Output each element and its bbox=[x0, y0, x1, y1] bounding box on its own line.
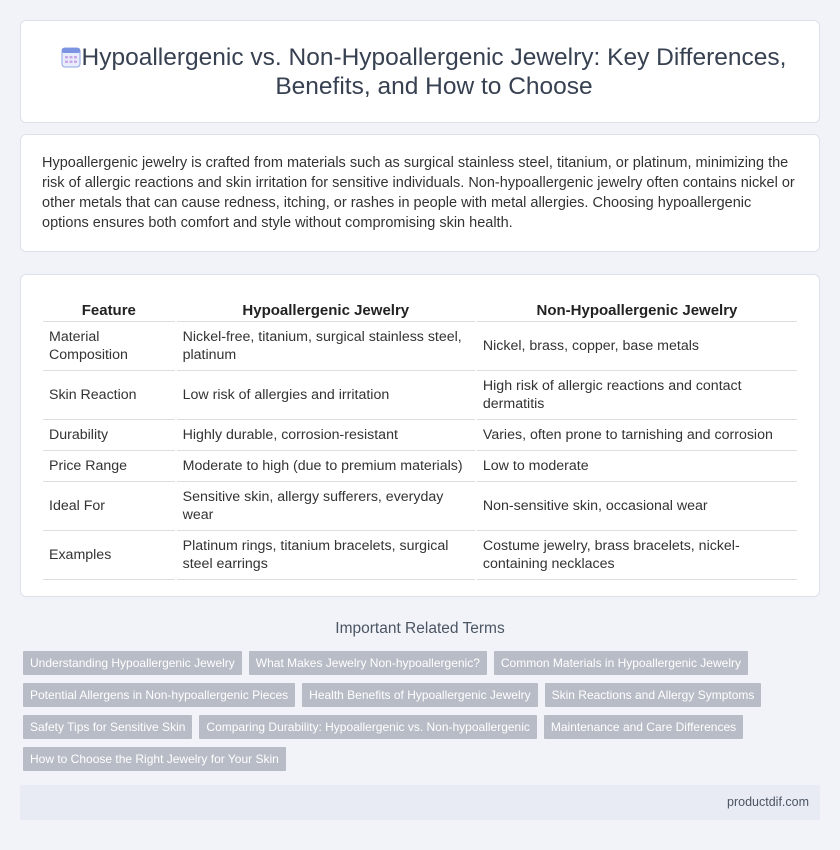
related-terms-heading: Important Related Terms bbox=[335, 620, 505, 637]
table-cell: Price Range bbox=[43, 451, 175, 482]
calendar-icon bbox=[61, 46, 81, 68]
table-row bbox=[43, 322, 797, 371]
comparison-card bbox=[20, 274, 820, 597]
related-term-tag[interactable]: Potential Allergens in Non-hypoallergenic Pieces bbox=[23, 683, 295, 707]
page-title: Hypoallergenic vs. Non-Hypoallergenic Jewelry: Key Differences, Benefits, and How to Choose bbox=[81, 43, 787, 100]
intro-card bbox=[20, 134, 820, 252]
table-cell: Highly durable, corrosion-resistant bbox=[177, 420, 475, 451]
footer-bar bbox=[20, 785, 820, 820]
related-term-tag[interactable]: Safety Tips for Sensitive Skin bbox=[23, 715, 192, 739]
related-term-tag[interactable]: What Makes Jewelry Non-hypoallergenic? bbox=[249, 651, 487, 675]
related-term-tag[interactable]: Understanding Hypoallergenic Jewelry bbox=[23, 651, 242, 675]
table-cell: Examples bbox=[43, 531, 175, 580]
table-cell: Durability bbox=[43, 420, 175, 451]
table-cell: Costume jewelry, brass bracelets, nickel-containing necklaces bbox=[477, 531, 797, 580]
column-header-non-hypoallergenic: Non-Hypoallergenic Jewelry bbox=[477, 295, 797, 322]
table-cell: Nickel, brass, copper, base metals bbox=[477, 322, 797, 371]
table-cell: Material Composition bbox=[43, 322, 175, 371]
related-term-tag[interactable]: Common Materials in Hypoallergenic Jewelry bbox=[494, 651, 748, 675]
header-card bbox=[20, 20, 820, 123]
related-term-tag[interactable]: How to Choose the Right Jewelry for Your Skin bbox=[23, 747, 286, 771]
comparison-table bbox=[41, 295, 799, 580]
table-cell: Sensitive skin, allergy sufferers, everyday wear bbox=[177, 482, 475, 531]
table-cell: Nickel-free, titanium, surgical stainless steel, platinum bbox=[177, 322, 475, 371]
table-cell: Skin Reaction bbox=[43, 371, 175, 420]
intro-paragraph: Hypoallergenic jewelry is crafted from materials such as surgical stainless steel, titanium, or platinum, minimizing the risk of allergic reactions and skin irritation for sensitive individuals. Non-hypoallergenic jewelry often contains nickel or other metals that can cause redness, itching, or rashes in people with metal allergies. Choosing hypoallergenic options ensures both comfort and style without compromising skin health. bbox=[42, 155, 795, 231]
table-row bbox=[43, 451, 797, 482]
related-term-tag[interactable]: Maintenance and Care Differences bbox=[544, 715, 743, 739]
column-header-hypoallergenic: Hypoallergenic Jewelry bbox=[177, 295, 475, 322]
related-term-tag[interactable]: Health Benefits of Hypoallergenic Jewelry bbox=[302, 683, 537, 707]
table-row bbox=[43, 371, 797, 420]
related-terms-list bbox=[23, 651, 813, 771]
table-cell: High risk of allergic reactions and contact dermatitis bbox=[477, 371, 797, 420]
table-cell: Moderate to high (due to premium materials) bbox=[177, 451, 475, 482]
table-row bbox=[43, 420, 797, 451]
table-header-row bbox=[43, 295, 797, 322]
table-cell: Low risk of allergies and irritation bbox=[177, 371, 475, 420]
table-row bbox=[43, 482, 797, 531]
column-header-feature: Feature bbox=[43, 295, 175, 322]
related-term-tag[interactable]: Skin Reactions and Allergy Symptoms bbox=[545, 683, 762, 707]
table-cell: Varies, often prone to tarnishing and corrosion bbox=[477, 420, 797, 451]
table-cell: Platinum rings, titanium bracelets, surgical steel earrings bbox=[177, 531, 475, 580]
table-row bbox=[43, 531, 797, 580]
table-cell: Non-sensitive skin, occasional wear bbox=[477, 482, 797, 531]
table-cell: Ideal For bbox=[43, 482, 175, 531]
site-brand[interactable]: productdif.com bbox=[727, 795, 809, 809]
related-term-tag[interactable]: Comparing Durability: Hypoallergenic vs. Non-hypoallergenic bbox=[199, 715, 536, 739]
table-cell: Low to moderate bbox=[477, 451, 797, 482]
